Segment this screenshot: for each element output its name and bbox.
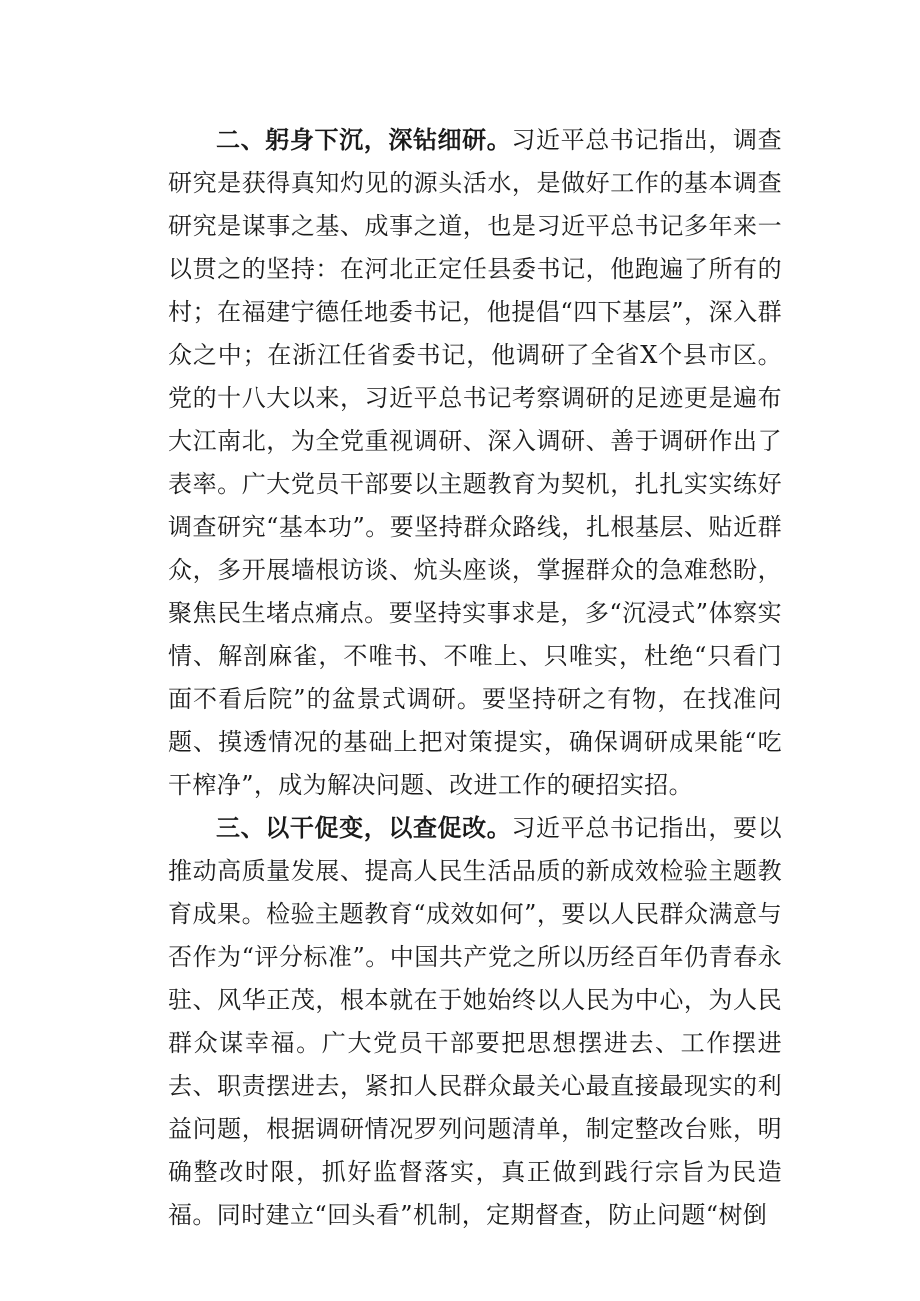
paragraph-heading: 三、以干促变，以查促改。 xyxy=(216,814,512,842)
paragraph-heading: 二、躬身下沉，深钻细研。 xyxy=(216,126,512,154)
paragraph-section-three xyxy=(168,807,782,1237)
paragraph-section-two xyxy=(168,119,782,807)
paragraph-text: 习近平总书记指出，要以推动高质量发展、提高人民生活品质的新成效检验主题教育成果。检验主题教育“成效如何”，要以人民群众满意与否作为“评分标准”。中国共产党之所以历经百年仍青春永驻、风华正茂，根本就在于她始终以人民为中心，为人民群众谋幸福。广大党员干部要把思想摆进去、工作摆进去、职责摆进去，紧扣人民群众最关心最直接最现实的利益问题，根据调研情况罗列问题清单，制定整改台账，明确整改时限，抓好监督落实，真正做到践行宗旨为民造福。同时建立“回头看”机制，定期督查，防止问题“树倒 xyxy=(168,814,782,1229)
paragraph-text: 习近平总书记指出，调查研究是获得真知灼见的源头活水，是做好工作的基本调查研究是谋事之基、成事之道，也是习近平总书记多年来一以贯之的坚持：在河北正定任县委书记，他跑遍了所有的村；在福建宁德任地委书记，他提倡“四下基层”，深入群众之中；在浙江任省委书记，他调研了全省X个县市区。党的十八大以来，习近平总书记考察调研的足迹更是遍布大江南北，为全党重视调研、深入调研、善于调研作出了表率。广大党员干部要以主题教育为契机，扎扎实实练好调查研究“基本功”。要坚持群众路线，扎根基层、贴近群众，多开展墙根访谈、炕头座谈，掌握群众的急难愁盼，聚焦民生堵点痛点。要坚持实事求是，多“沉浸式”体察实情、解剖麻雀，不唯书、不唯上、只唯实，杜绝“只看门面不看后院”的盆景式调研。要坚持研之有物，在找准问题、摸透情况的基础上把对策提实，确保调研成果能“吃干榨净”，成为解决问题、改进工作的硬招实招。 xyxy=(168,126,782,799)
document-body xyxy=(168,119,782,1237)
